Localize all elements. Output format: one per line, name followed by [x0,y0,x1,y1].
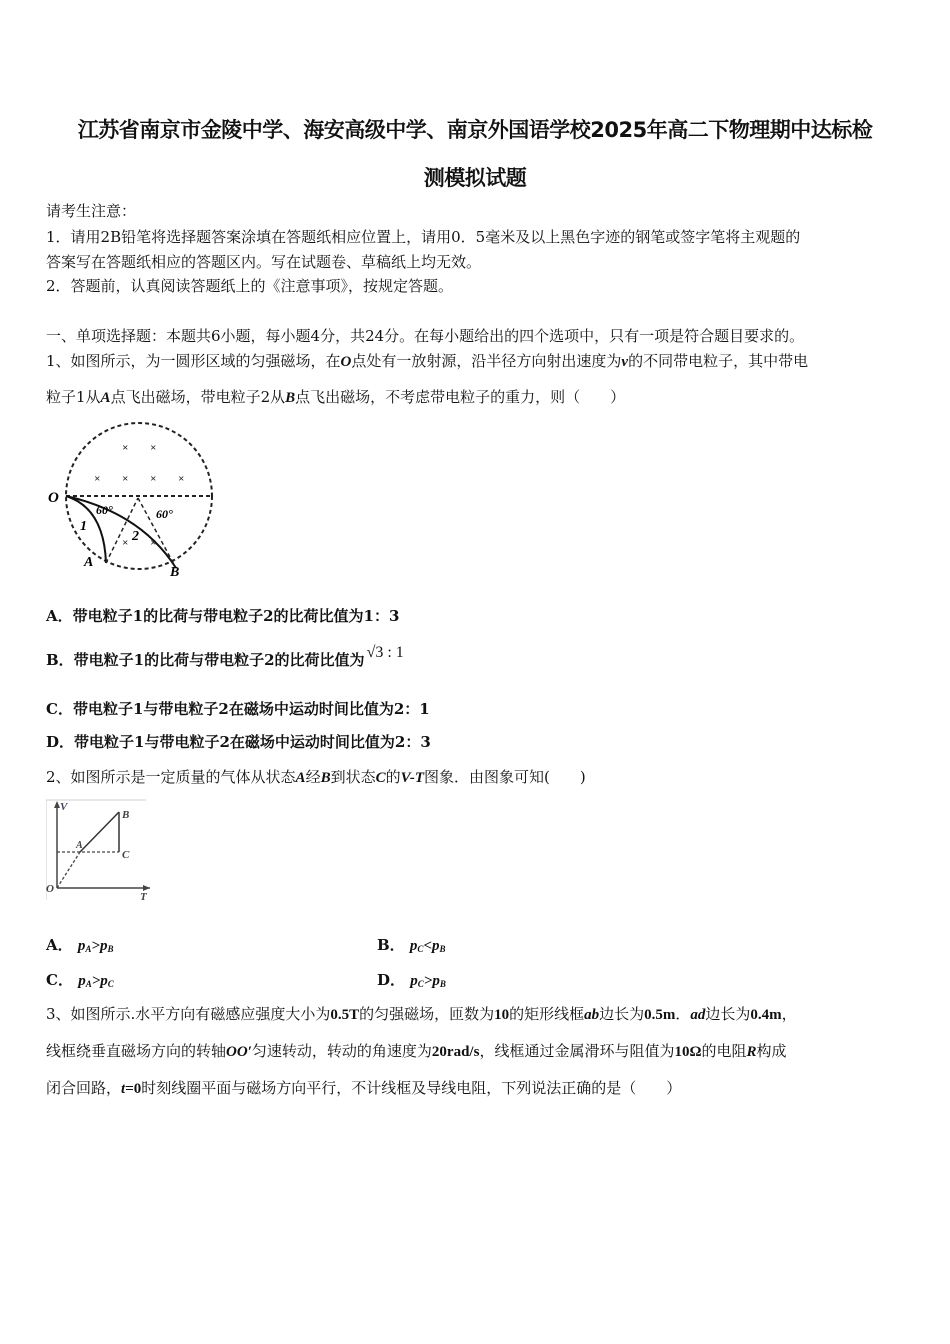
svg-text:×: × [178,473,185,485]
origin-label: O [46,883,54,895]
q3-line-3: 闭合回路，t=0时刻线圈平面与磁场方向平行，不计线框及导线电阻，下列说法正确的是（ ） [46,1079,682,1097]
q1-option-b[interactable]: B．带电粒子1的比荷与带电粒子2的比荷比值为 √3 : 1 [46,644,404,669]
notice-item-2: 2．答题前，认真阅读答题纸上的《注意事项》，按规定答题。 [46,277,454,295]
fig-label-2: 2 [132,529,139,544]
q1-option-a[interactable]: A．带电粒子1的比荷与带电粒子2的比荷比值为1：3 [46,607,400,625]
svg-text:×: × [150,473,157,485]
q2-option-c-math: $p_A>p_C$ [78,973,114,989]
q1-line-1: 1、如图所示，为一圆形区域的匀强磁场，在O点处有一放射源，沿半径方向射出速度为v的不同带电粒子，其中带电 [46,352,809,370]
q2-option-c[interactable]: C． $p_A>p_C$ [46,971,114,989]
axis-label-v: V [60,801,68,813]
q2-option-d[interactable]: D． $p_C>p_B$ [377,971,446,989]
q1-line-2: 粒子1从A点飞出磁场，带电粒子2从B点飞出磁场，不考虑带电粒子的重力，则（ ） [46,388,626,406]
title-line-2: 测模拟试题 [423,166,527,190]
q2-option-b[interactable]: B． $p_C<p_B$ [377,936,446,954]
svg-text:×: × [150,442,157,454]
svg-text:×: × [122,473,129,485]
point-label-c: C [122,849,130,861]
q2-option-d-math: $p_C>p_B$ [410,973,446,989]
svg-text:×: × [122,537,129,549]
q2-option-a-math: $p_A>p_B$ [77,938,114,954]
axis-label-t: T [140,891,147,902]
notice-item-1b: 答案写在答题纸相应的答题区内。写在试题卷、草稿纸上均无效。 [46,253,482,271]
fig-label-o: O [48,490,59,506]
svg-text:×: × [122,442,129,454]
section-heading: 一、单项选择题：本题共6小题，每小题4分，共24分。在每小题给出的四个选项中，只有一项是符合题目要求的。 [46,327,805,345]
q2-option-a[interactable]: A． $p_A>p_B$ [46,936,114,954]
notice-heading: 请考生注意： [46,202,137,220]
svg-text:×: × [150,537,157,549]
notice-item-1a: 1．请用2B铅笔将选择题答案涂填在答题纸相应位置上，请用0．5毫米及以上黑色字迹的钢笔或签字笔将主观题的 [46,228,801,246]
fig-label-1: 1 [80,519,87,534]
fig-angle-1: 60° [96,503,113,517]
fig-label-b: B [170,565,180,580]
q2-figure [46,798,150,902]
q3-line-2: 线框绕垂直磁场方向的转轴OO′匀速转动，转动的角速度为20rad/s，线框通过金属滑环与阻值为10Ω的电阻R构成 [46,1042,787,1060]
q1-option-c[interactable]: C．带电粒子1与带电粒子2在磁场中运动时间比值为2：1 [46,700,430,718]
point-label-a: A [76,840,83,851]
q2-option-b-math: $p_C<p_B$ [409,938,446,954]
q1-option-d[interactable]: D．带电粒子1与带电粒子2在磁场中运动时间比值为2：3 [46,733,431,751]
fig-angle-2: 60° [156,507,173,521]
point-label-b: B [122,809,130,821]
q1-figure [46,418,216,580]
fig-label-a: A [84,555,94,570]
title-line-1: 江苏省南京市金陵中学、海安高级中学、南京外国语学校2025年高二下物理期中达标检 [77,118,873,142]
svg-text:×: × [94,473,101,485]
q3-line-1: 3、如图所示.水平方向有磁感应强度大小为0.5T的匀强磁场，匝数为10的矩形线框ab边长为0.5m．ad边长为0.4m， [46,1005,797,1023]
q2-stem: 2、如图所示是一定质量的气体从状态A经B到状态C的V-T图象．由图象可知( ) [46,768,586,786]
